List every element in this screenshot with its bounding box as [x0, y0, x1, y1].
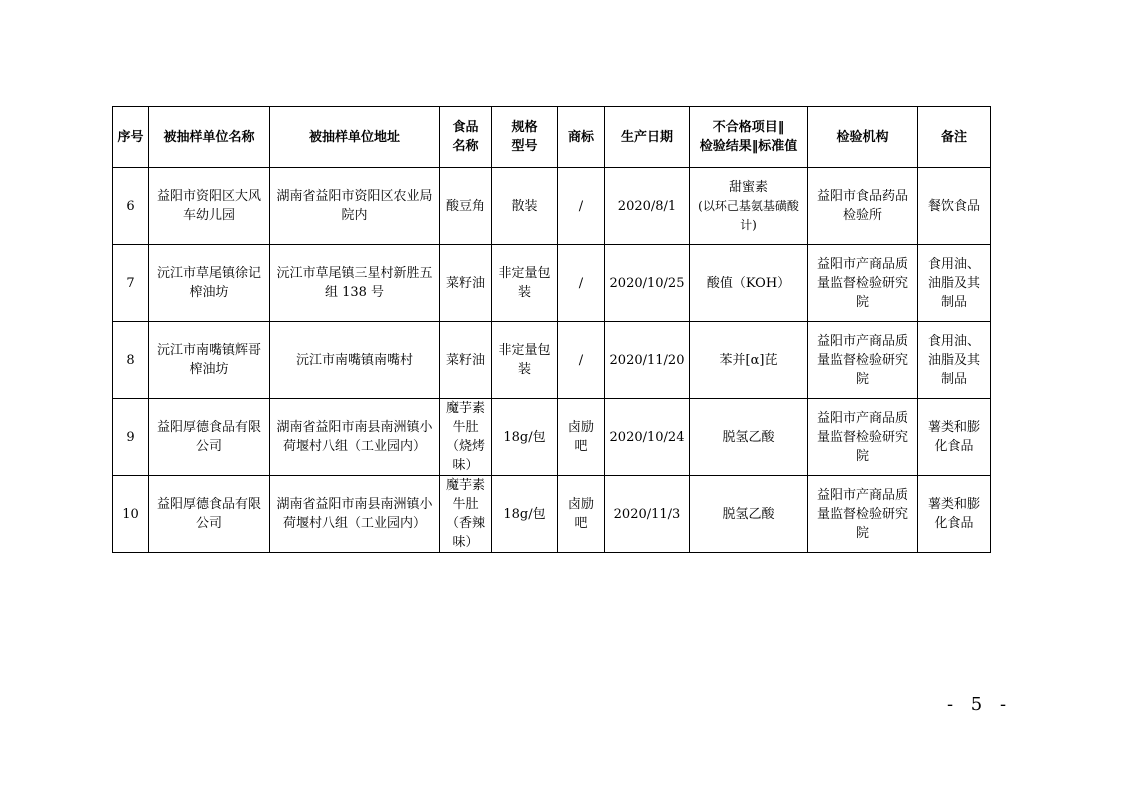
cell-unit-address-text: 湖南省益阳市南县南洲镇小荷堰村八组（工业园内） — [276, 420, 433, 454]
cell-failed-item-text: 甜蜜素 — [728, 179, 768, 195]
cell-remark-text: 餐饮食品 — [927, 198, 980, 214]
cell-remark — [918, 245, 991, 322]
header-unit-address: 被抽样单位地址 — [270, 107, 440, 168]
cell-unit-name-text: 沅江市南嘴镇辉哥榨油坊 — [156, 343, 261, 377]
cell-spec-text: 18g/包 — [503, 506, 546, 522]
cell-unit-address-text: 湖南省益阳市南县南洲镇小荷堰村八组（工业园内） — [276, 497, 433, 531]
cell-brand — [558, 245, 605, 322]
cell-production-date — [605, 245, 690, 322]
cell-seq — [113, 399, 149, 476]
cell-failed-item — [690, 322, 808, 399]
cell-spec-text: 18g/包 — [503, 429, 546, 445]
cell-food-name-text: 酸豆角 — [445, 198, 485, 214]
header-row — [113, 107, 991, 168]
table-row — [113, 168, 991, 245]
cell-food-name-text: 魔芋素牛肚（烧烤味） — [445, 401, 485, 473]
table-row — [113, 245, 991, 322]
cell-remark — [918, 476, 991, 553]
cell-production-date — [605, 399, 690, 476]
cell-seq-text: 6 — [126, 198, 135, 214]
cell-inspection-agency — [808, 476, 918, 553]
table-row — [113, 399, 991, 476]
cell-inspection-agency — [808, 322, 918, 399]
cell-production-date — [605, 476, 690, 553]
header-remark: 备注 — [918, 107, 991, 168]
cell-unit-address — [270, 322, 440, 399]
cell-spec-text: 非定量包装 — [498, 343, 551, 377]
cell-unit-address — [270, 476, 440, 553]
cell-unit-address-text: 沅江市南嘴镇南嘴村 — [295, 352, 413, 368]
header-failed-item: 不合格项目‖ 检验结果‖标准值 — [690, 107, 808, 168]
header-food-name: 食品 名称 — [440, 107, 492, 168]
cell-inspection-agency — [808, 399, 918, 476]
cell-brand-text: 卤励吧 — [567, 497, 594, 531]
cell-inspection-agency — [808, 168, 918, 245]
cell-failed-item — [690, 245, 808, 322]
header-spec: 规格 型号 — [492, 107, 558, 168]
cell-unit-name — [149, 168, 270, 245]
cell-failed-item — [690, 168, 808, 245]
cell-spec — [492, 322, 558, 399]
cell-remark — [918, 399, 991, 476]
cell-unit-address-text: 沅江市草尾镇三星村新胜五组 138 号 — [276, 266, 433, 300]
table-row — [113, 322, 991, 399]
cell-remark — [918, 322, 991, 399]
cell-remark — [918, 168, 991, 245]
cell-unit-name — [149, 476, 270, 553]
table-row — [113, 476, 991, 553]
cell-seq — [113, 322, 149, 399]
header-brand: 商标 — [558, 107, 605, 168]
cell-brand — [558, 399, 605, 476]
cell-spec — [492, 476, 558, 553]
cell-brand-text: / — [578, 352, 584, 368]
cell-production-date-text: 2020/10/25 — [609, 275, 685, 291]
cell-failed-item-note: (以环己基氨基磺酸计) — [698, 198, 799, 232]
cell-spec — [492, 168, 558, 245]
cell-seq-text: 9 — [126, 429, 135, 445]
cell-spec-text: 散装 — [511, 198, 538, 214]
cell-seq-text: 8 — [126, 352, 135, 368]
cell-remark-text: 食用油、油脂及其制品 — [927, 333, 980, 387]
cell-failed-item-text: 苯并[α]芘 — [719, 352, 778, 368]
cell-failed-item-text: 脱氢乙酸 — [722, 429, 775, 445]
cell-brand-text: / — [578, 198, 584, 214]
cell-inspection-agency-text: 益阳市食品药品检验所 — [816, 189, 908, 223]
cell-failed-item — [690, 476, 808, 553]
header-inspection-agency: 检验机构 — [808, 107, 918, 168]
cell-unit-name — [149, 245, 270, 322]
cell-unit-name — [149, 322, 270, 399]
cell-failed-item-text: 脱氢乙酸 — [722, 506, 775, 522]
cell-production-date — [605, 168, 690, 245]
cell-brand-text: / — [578, 275, 584, 291]
cell-unit-name — [149, 399, 270, 476]
header-production-date: 生产日期 — [605, 107, 690, 168]
cell-food-name — [440, 245, 492, 322]
cell-seq — [113, 476, 149, 553]
cell-food-name — [440, 168, 492, 245]
cell-inspection-agency — [808, 245, 918, 322]
cell-unit-address — [270, 168, 440, 245]
cell-food-name — [440, 399, 492, 476]
header-unit-name: 被抽样单位名称 — [149, 107, 270, 168]
cell-food-name-text: 菜籽油 — [445, 275, 485, 291]
cell-brand — [558, 476, 605, 553]
cell-unit-address-text: 湖南省益阳市资阳区农业局院内 — [276, 189, 433, 223]
cell-unit-name-text: 沅江市草尾镇徐记榨油坊 — [156, 266, 261, 300]
cell-seq-text: 10 — [122, 506, 139, 522]
cell-unit-address — [270, 399, 440, 476]
cell-production-date — [605, 322, 690, 399]
cell-inspection-agency-text: 益阳市产商品质量监督检验研究院 — [816, 410, 908, 464]
cell-spec — [492, 399, 558, 476]
header-seq: 序号 — [113, 107, 149, 168]
cell-inspection-agency-text: 益阳市产商品质量监督检验研究院 — [816, 487, 908, 541]
cell-food-name — [440, 322, 492, 399]
cell-production-date-text: 2020/8/1 — [617, 198, 677, 214]
page-number: - 5 - — [947, 694, 1013, 715]
cell-spec-text: 非定量包装 — [498, 266, 551, 300]
cell-production-date-text: 2020/11/3 — [613, 506, 681, 522]
cell-production-date-text: 2020/11/20 — [609, 352, 685, 368]
cell-brand-text: 卤励吧 — [567, 420, 594, 454]
cell-inspection-agency-text: 益阳市产商品质量监督检验研究院 — [816, 333, 908, 387]
cell-failed-item — [690, 399, 808, 476]
cell-unit-name-text: 益阳市资阳区大风车幼儿园 — [156, 189, 261, 223]
cell-brand — [558, 168, 605, 245]
cell-production-date-text: 2020/10/24 — [609, 429, 685, 445]
cell-unit-name-text: 益阳厚德食品有限公司 — [156, 497, 261, 531]
cell-unit-name-text: 益阳厚德食品有限公司 — [156, 420, 261, 454]
cell-remark-text: 薯类和膨化食品 — [927, 497, 980, 531]
inspection-table — [112, 106, 991, 553]
cell-seq — [113, 245, 149, 322]
cell-spec — [492, 245, 558, 322]
cell-inspection-agency-text: 益阳市产商品质量监督检验研究院 — [816, 256, 908, 310]
cell-unit-address — [270, 245, 440, 322]
cell-food-name — [440, 476, 492, 553]
cell-seq-text: 7 — [126, 275, 135, 291]
cell-brand — [558, 322, 605, 399]
cell-remark-text: 食用油、油脂及其制品 — [927, 256, 980, 310]
cell-failed-item-text: 酸值（KOH） — [706, 275, 791, 291]
cell-food-name-text: 魔芋素牛肚（香辣味） — [445, 478, 485, 550]
cell-seq — [113, 168, 149, 245]
cell-remark-text: 薯类和膨化食品 — [927, 420, 980, 454]
cell-food-name-text: 菜籽油 — [445, 352, 485, 368]
